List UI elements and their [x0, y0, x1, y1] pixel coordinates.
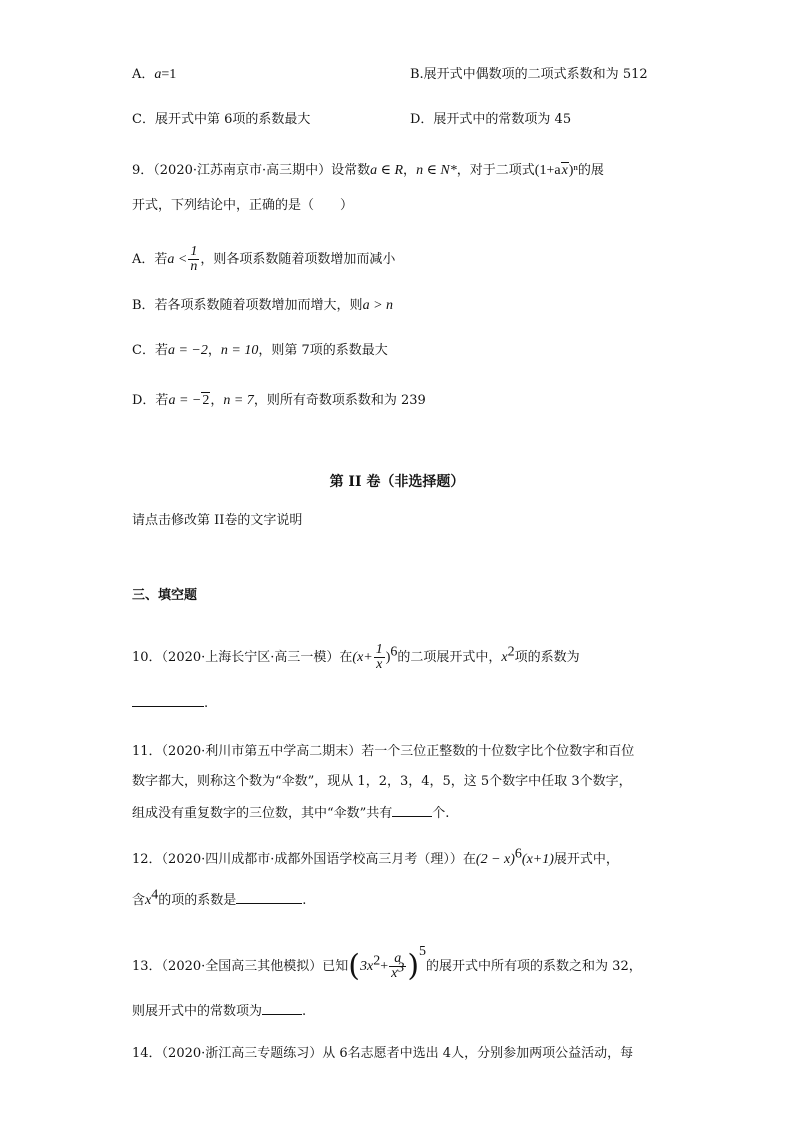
q9-option-a: A．若a < $\frac{1}{n}$ ，则各项系数随着项数增加而减小: [132, 244, 396, 274]
answer-blank[interactable]: [392, 804, 432, 817]
q8-option-d: D．展开式中的常数项为 45: [410, 112, 572, 127]
q9-option-b: B．若各项系数随着项数增加而增大，则a > n: [132, 298, 394, 313]
q8-option-c: C．展开式中第 6项的系数最大: [132, 112, 311, 127]
q9-option-d: D．若a = −2，n = 7，则所有奇数项系数和为 239: [132, 393, 426, 408]
answer-blank[interactable]: [262, 1002, 302, 1015]
q9-option-c: C．若a = −2，n = 10，则第 7项的系数最大: [132, 343, 388, 358]
q10-line1: 10．（2020·上海长宁区·高三一模）在(x+ $\frac{1}{x}$ )$^6$的二项展开式中，$x^2$项的系数为: [132, 642, 580, 672]
q13-line1: 13．（2020·全国高三其他模拟）已知($3x^2+$ $\frac{a}{x^3}$ )$^5$的展开式中所有项的系数之和为 32，: [132, 943, 642, 984]
sqrt-2: 2: [202, 393, 210, 408]
q8-option-b: B.展开式中偶数项的二项式系数和为 512: [410, 67, 648, 82]
q9-stem-line2: 开式，下列结论中，正确的是（ ）: [132, 198, 354, 213]
answer-blank[interactable]: [236, 891, 302, 904]
answer-blank[interactable]: [132, 694, 204, 707]
q12-line2: 含$x^4$的项的系数是 .: [132, 887, 307, 908]
q11-line1: 11．（2020·利川市第五中学高二期末）若一个三位正整数的十位数字比个位数字和百位: [132, 744, 635, 759]
section-ii-title: 第 II 卷（非选择题）: [329, 474, 465, 490]
fraction-1-over-x: $\frac{1}{x}$: [375, 642, 383, 672]
fraction-a-over-x3: $\frac{a}{x^3}$: [391, 951, 405, 981]
q8-option-a: A．a=1: [132, 67, 177, 82]
q13-line2: 则展开式中的常数项为 .: [132, 1004, 307, 1019]
sqrt-x: x: [561, 163, 568, 178]
section-3-heading: 三、填空题: [132, 588, 198, 603]
q11-line3: 组成没有重复数字的三位数，其中“伞数”共有 个.: [132, 806, 450, 821]
q11-line2: 数字都大，则称这个数为“伞数”，现从 1，2，3，4，5，这 5个数字中任取 3个数字，: [132, 774, 632, 789]
q14-line1: 14．（2020·浙江高三专题练习）从 6名志愿者中选出 4人，分别参加两项公益活动，每: [132, 1046, 634, 1061]
q10-answer-line: .: [132, 694, 208, 713]
q12-line1: 12．（2020·四川成都市·成都外国语学校高三月考（理））在$(2 - x)^6(x+1)$展开式中，: [132, 846, 619, 867]
q9-stem-line1: 9．（2020·江苏南京市·高三期中）设常数a ∈ R，n ∈ N*，对于二项式(1+ax)ⁿ的展: [132, 163, 604, 178]
section-ii-note: 请点击修改第 II卷的文字说明: [132, 513, 303, 528]
fraction-1-over-n: $\frac{1}{n}$: [190, 244, 198, 274]
